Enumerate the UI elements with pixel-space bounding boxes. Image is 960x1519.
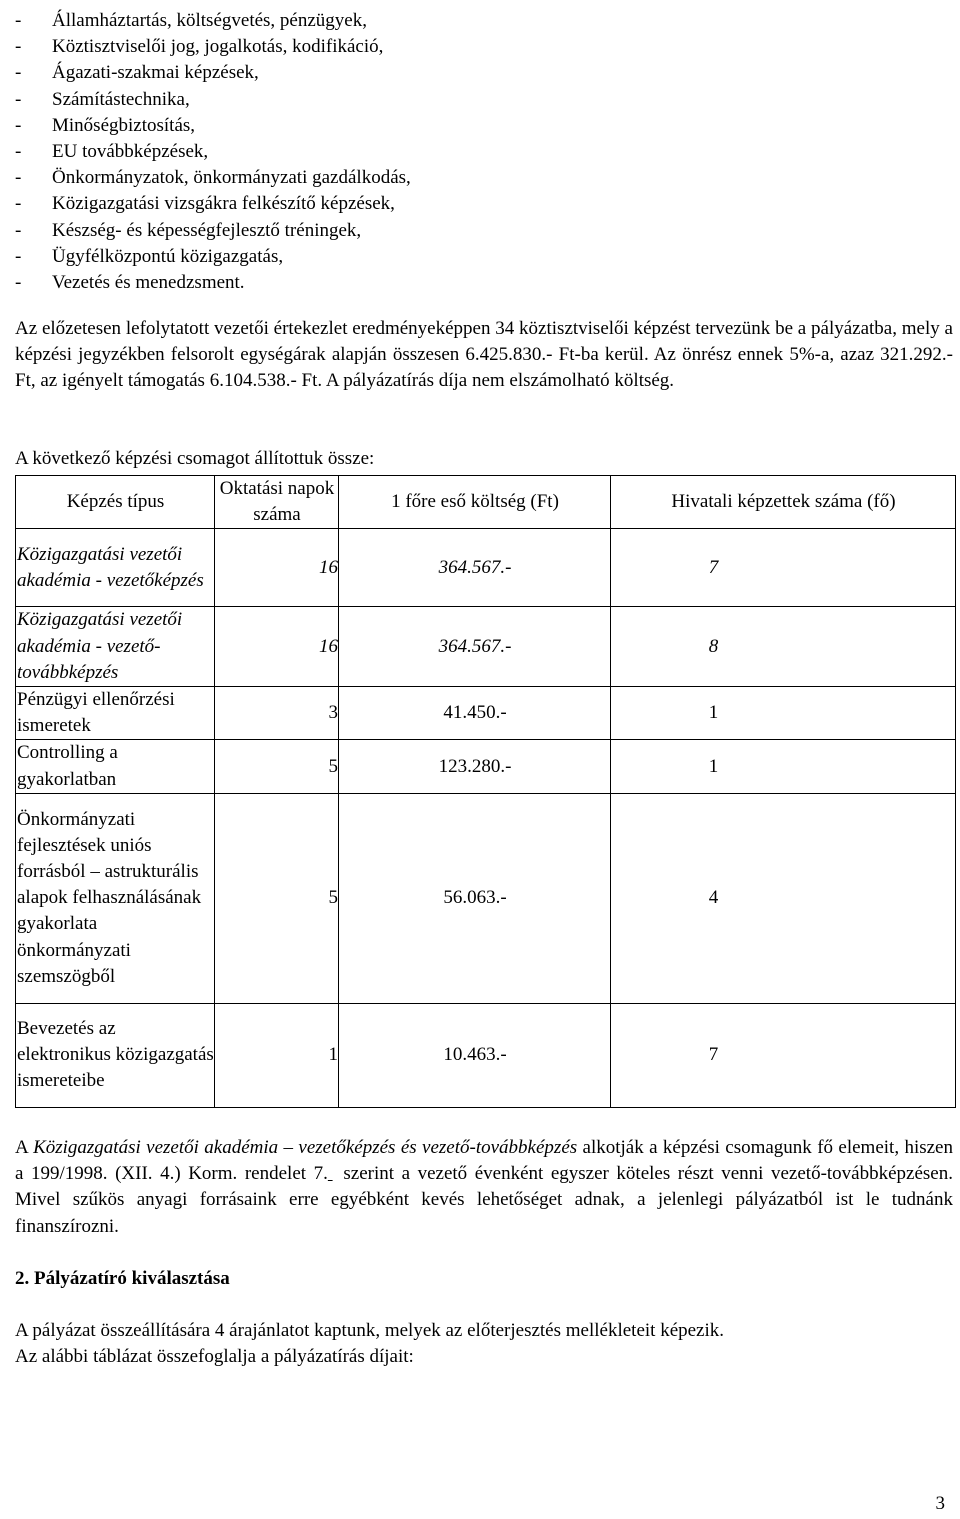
cell-days: 16 <box>215 529 339 607</box>
cell-count: 4 <box>611 793 956 1003</box>
cell-count: 1 <box>611 687 956 740</box>
list-item-label: Közigazgatási vizsgákra felkészítő képzések, <box>52 193 395 215</box>
list-item <box>0 218 953 244</box>
cell-count: 7 <box>611 529 956 607</box>
cell-training-type: Közigazgatási vezetői akadémia - vezetőképzés <box>16 529 215 607</box>
dash-bullet: - <box>15 193 22 215</box>
header-cost: 1 főre eső költség (Ft) <box>339 476 611 529</box>
list-item <box>0 191 953 217</box>
cell-cost: 56.063.- <box>339 793 611 1003</box>
paragraph-academy <box>15 1135 953 1240</box>
table-row <box>16 607 956 687</box>
list-item-label: Önkormányzatok, önkormányzati gazdálkodás, <box>52 167 411 189</box>
cell-count: 7 <box>611 1003 956 1107</box>
p2-academy-title: Közigazgatási vezetői akadémia – vezetőképzés és vezető-továbbképzés <box>33 1137 578 1158</box>
paragraph-budget: Az előzetesen lefolytatott vezetői értekezlet eredményeképpen 34 köztisztviselői képzést tervezünk be a pályázatba, mely a képzési jegyzékben felsorolt egységárak alapján összesen 6.425.830.- Ft-ba kerül. Az önrész ennek 5%-a, azaz 321.292.- Ft, az igényelt támogatás 6.104.538.- Ft. A pályázatírás díja nem elszámolható költség. <box>15 318 953 392</box>
page-number: 3 <box>935 1493 945 1514</box>
training-table <box>15 475 956 1108</box>
dash-bullet: - <box>15 114 22 136</box>
list-item-label: Készség- és képességfejlesztő tréningek, <box>52 219 362 241</box>
header-days: Oktatási napok száma <box>215 476 339 529</box>
offers-line-2: Az alábbi táblázat összefoglalja a pályázatírás díjait: <box>15 1346 414 1368</box>
table-row <box>16 529 956 607</box>
p2-part-d: szerint a vezető évenként egyszer köteles részt venni vezető-továbbképzésen. Mivel szűkös anyagi forrásaink erre egyébként kevés lehetőséget adnak, a jelenlegi pályázatból ist le tudnánk finanszírozni. <box>15 1163 953 1237</box>
list-item <box>0 139 953 165</box>
cell-count: 8 <box>611 607 956 687</box>
table-header-row <box>16 476 956 529</box>
list-item <box>0 87 953 113</box>
dash-bullet: - <box>15 140 22 162</box>
cell-days: 16 <box>215 607 339 687</box>
document-page <box>15 0 953 1514</box>
list-item-label: Számítástechnika, <box>52 88 190 110</box>
cell-training-type: Controlling a gyakorlatban <box>16 740 215 793</box>
list-item-label: Köztisztviselői jog, jogalkotás, kodifikáció, <box>52 36 384 58</box>
cell-training-type: Bevezetés az elektronikus közigazgatás ismereteibe <box>16 1003 215 1107</box>
cell-days: 5 <box>215 793 339 1003</box>
training-topic-list <box>0 4 953 296</box>
table-row <box>16 687 956 740</box>
list-item <box>0 60 953 86</box>
list-item-label: Minőségbiztosítás, <box>52 114 196 136</box>
header-count: Hivatali képzettek száma (fő) <box>611 476 956 529</box>
cell-cost: 364.567.- <box>339 607 611 687</box>
table-intro: A következő képzési csomagot állítottuk össze: <box>15 448 375 469</box>
section-sign-icon <box>328 1161 336 1187</box>
table-row <box>16 1003 956 1107</box>
list-item-label: Ágazati-szakmai képzések, <box>52 62 259 84</box>
list-item-label: EU továbbképzések, <box>52 140 209 162</box>
cell-cost: 364.567.- <box>339 529 611 607</box>
cell-cost: 10.463.- <box>339 1003 611 1107</box>
dash-bullet: - <box>15 10 22 31</box>
dash-bullet: - <box>15 36 22 58</box>
cell-cost: 123.280.- <box>339 740 611 793</box>
cell-training-type: Pénzügyi ellenőrzési ismeretek <box>16 687 215 740</box>
paragraph-offers <box>15 1318 953 1370</box>
table-row <box>16 740 956 793</box>
list-item <box>0 270 953 296</box>
cell-days: 5 <box>215 740 339 793</box>
section-heading: 2. Pályázatíró kiválasztása <box>15 1268 230 1289</box>
cell-days: 3 <box>215 687 339 740</box>
p2-part-a: A <box>15 1137 34 1158</box>
dash-bullet: - <box>15 62 22 84</box>
cell-days: 1 <box>215 1003 339 1107</box>
dash-bullet: - <box>15 88 22 110</box>
list-item-label: Vezetés és menedzsment. <box>52 271 245 293</box>
p2-part-c: alkotják a képzési csomagunk fő elemeit, hiszen a 199/1998. (XII. 4.) Korm. rendelet 7. <box>15 1137 953 1185</box>
list-item <box>0 113 953 139</box>
cell-count: 1 <box>611 740 956 793</box>
dash-bullet: - <box>15 167 22 189</box>
cell-cost: 41.450.- <box>339 687 611 740</box>
table-row <box>16 793 956 1003</box>
list-item <box>0 8 953 34</box>
dash-bullet: - <box>15 271 22 293</box>
dash-bullet: - <box>15 245 22 267</box>
offers-line-1: A pályázat összeállítására 4 árajánlatot kaptunk, melyek az előterjesztés mellékleteit képezik. <box>15 1320 725 1341</box>
cell-training-type: Önkormányzati fejlesztések uniós forrásból – astrukturális alapok felhasználásának gyakorlata önkormányzati szemszögből <box>16 793 215 1003</box>
list-item <box>0 34 953 60</box>
header-type: Képzés típus <box>16 476 215 529</box>
list-item <box>0 244 953 270</box>
list-item-label: Államháztartás, költségvetés, pénzügyek, <box>52 10 367 31</box>
list-item <box>0 165 953 191</box>
dash-bullet: - <box>15 219 22 241</box>
list-item-label: Ügyfélközpontú közigazgatás, <box>52 245 284 267</box>
cell-training-type: Közigazgatási vezetői akadémia - vezető-továbbképzés <box>16 607 215 687</box>
